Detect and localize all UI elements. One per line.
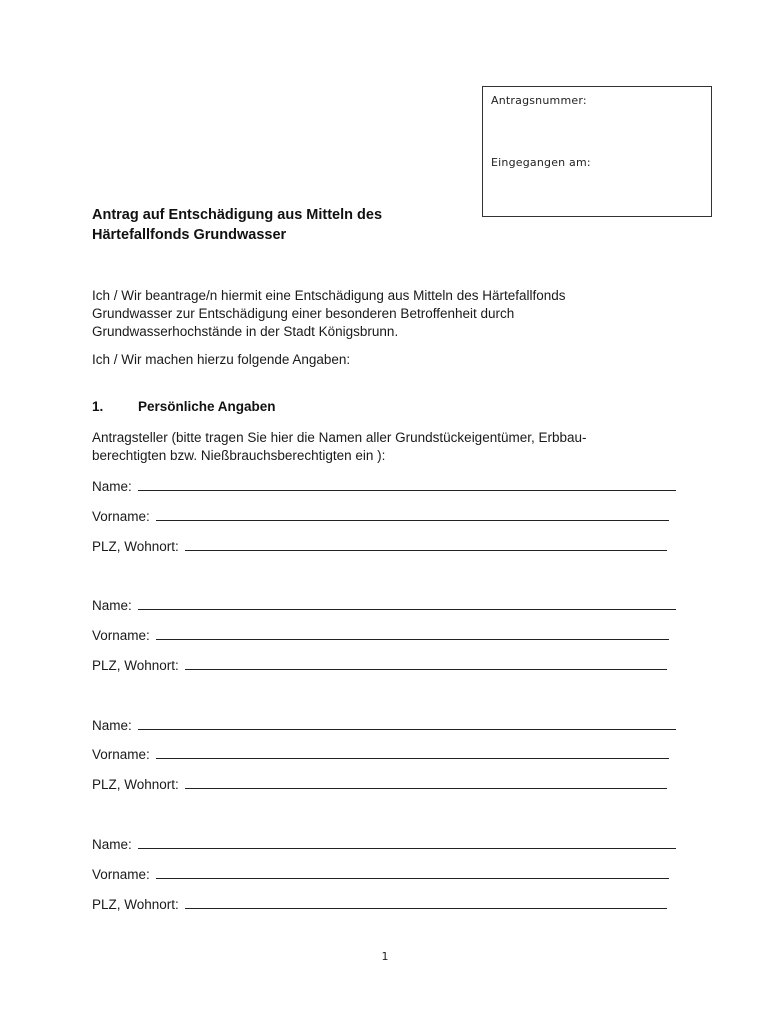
- city-label: PLZ, Wohnort:: [92, 777, 179, 792]
- intro-line-3: Grundwasserhochstände in der Stadt Königsbrunn.: [92, 324, 399, 339]
- intro-line-1: Ich / Wir beantrage/n hiermit eine Entschädigung aus Mitteln des Härtefallfonds: [92, 288, 566, 303]
- applicant-2-firstname-field[interactable]: [156, 626, 669, 640]
- name-label: Name:: [92, 479, 132, 494]
- applicant-hint-line-1: Antragsteller (bitte tragen Sie hier die Namen aller Grundstückeigentümer, Erbbau-: [92, 430, 587, 445]
- applicant-1-firstname-field[interactable]: [156, 507, 669, 521]
- firstname-label: Vorname:: [92, 628, 150, 643]
- applicant-2-city-row: [92, 656, 667, 675]
- applicant-4-city-field[interactable]: [185, 895, 667, 909]
- section-heading: [92, 399, 276, 414]
- applicant-3-name-row: [92, 716, 676, 735]
- applicant-3-city-field[interactable]: [185, 775, 667, 789]
- intro-paragraph: [92, 287, 566, 341]
- applicant-4-city-row: [92, 895, 667, 914]
- page-number: 1: [381, 950, 389, 963]
- applicant-1-name-row: [92, 477, 676, 496]
- applicant-1-city-row: [92, 537, 667, 556]
- city-label: PLZ, Wohnort:: [92, 897, 179, 912]
- received-on-label: Eingegangen am:: [491, 156, 591, 169]
- office-use-box: [482, 86, 712, 217]
- applicant-4-name-row: [92, 835, 676, 854]
- application-number-label: Antragsnummer:: [491, 94, 587, 107]
- section-title: Persönliche Angaben: [138, 399, 276, 414]
- document-title: [92, 205, 472, 245]
- document-title-line-2: Härtefallfonds Grundwasser: [92, 227, 287, 243]
- applicant-4-name-field[interactable]: [138, 835, 676, 849]
- applicant-2-firstname-row: [92, 626, 669, 645]
- name-label: Name:: [92, 837, 132, 852]
- firstname-label: Vorname:: [92, 867, 150, 882]
- applicant-3-name-field[interactable]: [138, 716, 676, 730]
- document-title-line-1: Antrag auf Entschädigung aus Mitteln des: [92, 207, 383, 223]
- firstname-label: Vorname:: [92, 747, 150, 762]
- applicant-1-name-field[interactable]: [138, 477, 676, 491]
- applicant-hint-line-2: berechtigten bzw. Nießbrauchsberechtigten ein ):: [92, 448, 386, 463]
- name-label: Name:: [92, 598, 132, 613]
- applicant-4-firstname-field[interactable]: [156, 865, 669, 879]
- applicant-2-name-row: [92, 596, 676, 615]
- applicant-1-city-field[interactable]: [185, 537, 667, 551]
- intro-statement: Ich / Wir machen hierzu folgende Angaben:: [92, 352, 351, 367]
- applicant-2-name-field[interactable]: [138, 596, 676, 610]
- applicant-3-firstname-field[interactable]: [156, 745, 669, 759]
- applicant-4-firstname-row: [92, 865, 669, 884]
- firstname-label: Vorname:: [92, 509, 150, 524]
- city-label: PLZ, Wohnort:: [92, 658, 179, 673]
- section-number: 1.: [92, 399, 104, 414]
- applicant-3-city-row: [92, 775, 667, 794]
- intro-line-2: Grundwasser zur Entschädigung einer besonderen Betroffenheit durch: [92, 306, 515, 321]
- city-label: PLZ, Wohnort:: [92, 539, 179, 554]
- applicant-1-firstname-row: [92, 507, 669, 526]
- name-label: Name:: [92, 718, 132, 733]
- applicant-2-city-field[interactable]: [185, 656, 667, 670]
- applicant-3-firstname-row: [92, 745, 669, 764]
- applicant-hint: [92, 429, 587, 465]
